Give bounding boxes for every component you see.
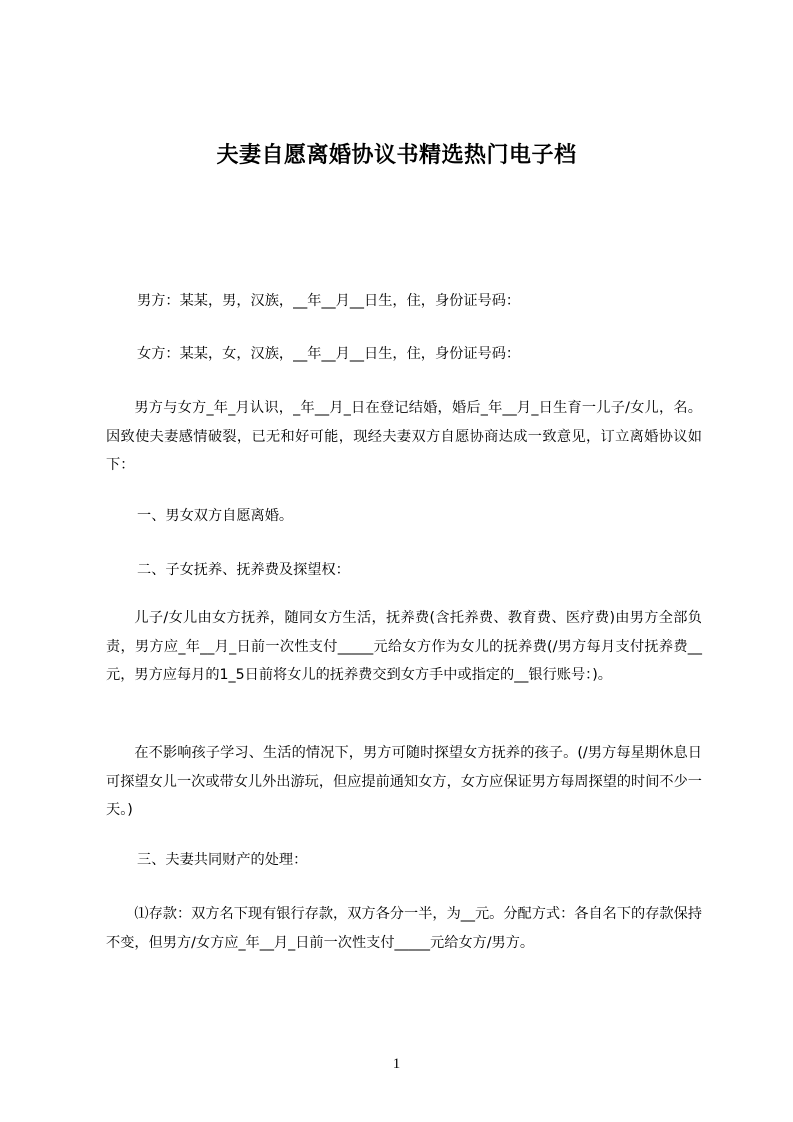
child-custody-paragraph: 儿子/女儿由女方抚养，随同女方生活，抚养费(含托养费、教育费、医疗费)由男方全部负责，男方应_年__月_日前一次性支付_____元给女方作为女儿的抚养费(/男方每月支付抚养费__元，男方应每月的1_5日前将女儿的抚养费交到女方手中或指定的__银行账号：)。 bbox=[106, 610, 702, 683]
visitation-rights-paragraph: 在不影响孩子学习、生活的情况下，男方可随时探望女方抚养的孩子。(/男方每星期休息日可探望女儿一次或带女儿外出游玩，但应提前通知女方，女方应保证男方每周探望的时间不少一天。) bbox=[106, 745, 702, 818]
document-title: 夫妻自愿离婚协议书精选热门电子档 bbox=[216, 143, 577, 168]
page-number: 1 bbox=[392, 1056, 401, 1072]
marriage-background-paragraph: 男方与女方_年_月认识，_年__月_日在登记结婚，婚后_年__月_日生育一儿子/女儿，名。因致使夫妻感情破裂，已无和好可能，现经夫妻双方自愿协商达成一致意见，订立离婚协议如下： bbox=[106, 400, 702, 473]
clause-two-heading: 二、子女抚养、抚养费及探望权： bbox=[137, 562, 350, 578]
clause-one-heading: 一、男女双方自愿离婚。 bbox=[137, 508, 294, 524]
party-female-info: 女方：某某，女，汉族，__年__月__日生，住，身份证号码： bbox=[137, 346, 521, 362]
savings-division-paragraph: ⑴存款：双方名下现有银行存款，双方各分一半，为__元。分配方式：各自名下的存款保持不变，但男方/女方应_年__月_日前一次性支付_____元给女方/男方。 bbox=[106, 906, 702, 951]
clause-three-heading: 三、夫妻共同财产的处理： bbox=[137, 852, 308, 868]
party-male-info: 男方：某某，男，汉族，__年__月__日生，住，身份证号码： bbox=[137, 293, 521, 309]
